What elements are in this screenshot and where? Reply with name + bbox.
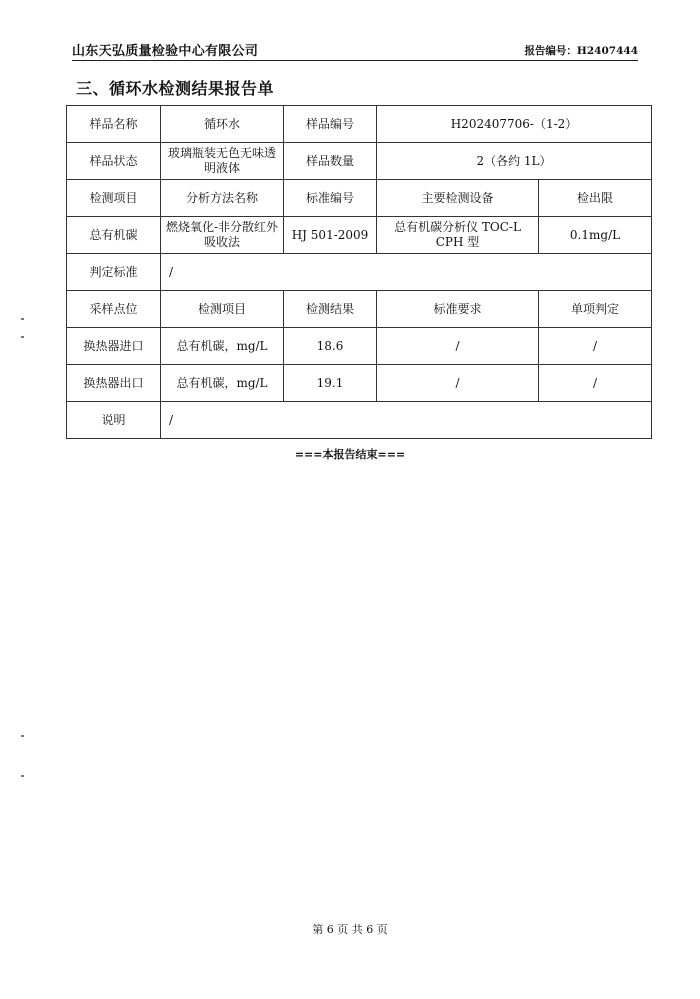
table-cell: 样品编号 xyxy=(284,106,377,143)
table-cell: 检测结果 xyxy=(284,291,377,328)
table-cell: 总有机碳，mg/L xyxy=(161,365,284,402)
table-cell: 标准编号 xyxy=(284,180,377,217)
scan-mark xyxy=(21,336,24,338)
table-cell: 说明 xyxy=(67,402,161,439)
end-of-report-note: ===本报告结束=== xyxy=(294,448,406,461)
table-cell: / xyxy=(377,365,539,402)
table-cell: 换热器出口 xyxy=(67,365,161,402)
table-cell: / xyxy=(161,402,652,439)
scan-mark xyxy=(21,318,24,320)
table-cell: 样品名称 xyxy=(67,106,161,143)
table-cell: 样品数量 xyxy=(284,143,377,180)
table-cell: 采样点位 xyxy=(67,291,161,328)
table-cell: / xyxy=(539,328,652,365)
table-cell: 玻璃瓶装无色无味透明液体 xyxy=(161,143,284,180)
table-row xyxy=(67,143,652,180)
table-cell: 样品状态 xyxy=(67,143,161,180)
table-cell: 0.1mg/L xyxy=(539,217,652,254)
table-row xyxy=(67,180,652,217)
table-cell: 2（各约 1L） xyxy=(377,143,652,180)
table-cell: / xyxy=(161,254,652,291)
table-cell: 检出限 xyxy=(539,180,652,217)
table-cell: 主要检测设备 xyxy=(377,180,539,217)
table-row xyxy=(67,365,652,402)
table-cell: 循环水 xyxy=(161,106,284,143)
result-table xyxy=(66,105,652,439)
table-row xyxy=(67,217,652,254)
table-row xyxy=(67,291,652,328)
table-cell: 换热器进口 xyxy=(67,328,161,365)
table-row xyxy=(67,328,652,365)
table-row xyxy=(67,106,652,143)
table-cell: 19.1 xyxy=(284,365,377,402)
table-cell: HJ 501-2009 xyxy=(284,217,377,254)
table-row xyxy=(67,254,652,291)
scan-mark xyxy=(21,735,24,737)
table-cell: 总有机碳 xyxy=(67,217,161,254)
table-cell: 总有机碳分析仪 TOC-L CPH 型 xyxy=(377,217,539,254)
table-cell: 单项判定 xyxy=(539,291,652,328)
scan-mark xyxy=(21,775,24,777)
table-cell: 18.6 xyxy=(284,328,377,365)
report-number: 报告编号：H2407444 xyxy=(524,45,638,57)
table-cell: / xyxy=(377,328,539,365)
table-row xyxy=(67,402,652,439)
table-cell: 燃烧氧化-非分散红外吸收法 xyxy=(161,217,284,254)
table-cell: 判定标准 xyxy=(67,254,161,291)
table-cell: 检测项目 xyxy=(67,180,161,217)
table-cell: 检测项目 xyxy=(161,291,284,328)
table-cell: H202407706-（1-2） xyxy=(377,106,652,143)
page-footer: 第 6 页 共 6 页 xyxy=(312,923,388,936)
page-header xyxy=(72,38,638,61)
company-name: 山东天弘质量检验中心有限公司 xyxy=(72,44,259,59)
section-title: 三、循环水检测结果报告单 xyxy=(76,79,275,98)
table-cell: / xyxy=(539,365,652,402)
table-cell: 标准要求 xyxy=(377,291,539,328)
table-cell: 总有机碳，mg/L xyxy=(161,328,284,365)
table-cell: 分析方法名称 xyxy=(161,180,284,217)
